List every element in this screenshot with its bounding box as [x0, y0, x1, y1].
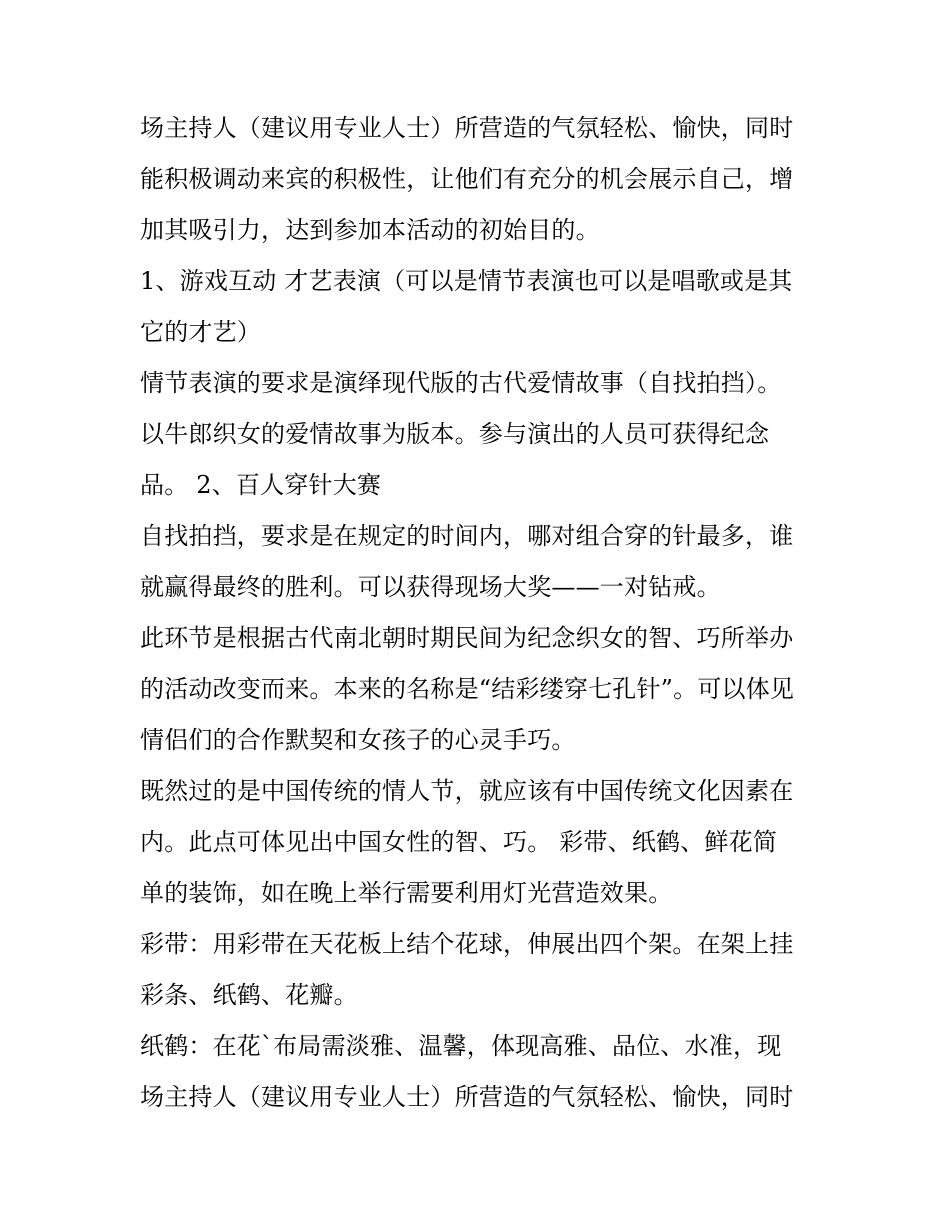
text-line: 既然过的是中国传统的情人节，就应该有中国传统文化因素在 — [140, 777, 794, 805]
text-line: 情侣们的合作默契和女孩子的心灵手巧。 — [140, 726, 576, 754]
text-line: 以牛郎织女的爱情故事为版本。参与演出的人员可获得纪念 — [140, 420, 770, 448]
text-line: 就赢得最终的胜利。可以获得现场大奖——一对钻戒。 — [140, 573, 721, 601]
text-line: 场主持人（建议用专业人士）所营造的气氛轻松、愉快，同时 — [140, 1083, 794, 1111]
text-line: 单的装饰，如在晚上举行需要利用灯光营造效果。 — [140, 879, 673, 907]
text-line: 加其吸引力，达到参加本活动的初始目的。 — [140, 216, 600, 244]
text-line: 彩条、纸鹤、花瓣。 — [140, 981, 358, 1009]
text-line: 自找拍挡，要求是在规定的时间内，哪对组合穿的针最多，谁 — [140, 522, 794, 550]
document-body — [140, 103, 830, 1123]
text-line: 彩带：用彩带在天花板上结个花球，伸展出四个架。在架上挂 — [140, 930, 794, 958]
text-line: 场主持人（建议用专业人士）所营造的气氛轻松、愉快，同时 — [140, 114, 794, 142]
text-line: 能积极调动来宾的积极性，让他们有充分的机会展示自己，增 — [140, 165, 794, 193]
text-line: 品。 2、百人穿针大赛 — [140, 471, 382, 499]
text-line: 纸鹤：在花`布局需淡雅、温馨，体现高雅、品位、水准，现 — [140, 1032, 782, 1060]
text-line: 1、游戏互动 才艺表演（可以是情节表演也可以是唱歌或是其 — [140, 267, 793, 295]
text-line: 此环节是根据古代南北朝时期民间为纪念织女的智、巧所举办 — [140, 624, 794, 652]
text-line: 内。此点可体见出中国女性的智、巧。 彩带、纸鹤、鲜花简 — [140, 828, 778, 856]
text-line: 它的才艺） — [140, 318, 261, 346]
text-line: 的活动改变而来。本来的名称是“结彩缕穿七孔针”。可以体见 — [140, 675, 795, 703]
text-line: 情节表演的要求是演绎现代版的古代爱情故事（自找拍挡）。 — [140, 369, 782, 397]
